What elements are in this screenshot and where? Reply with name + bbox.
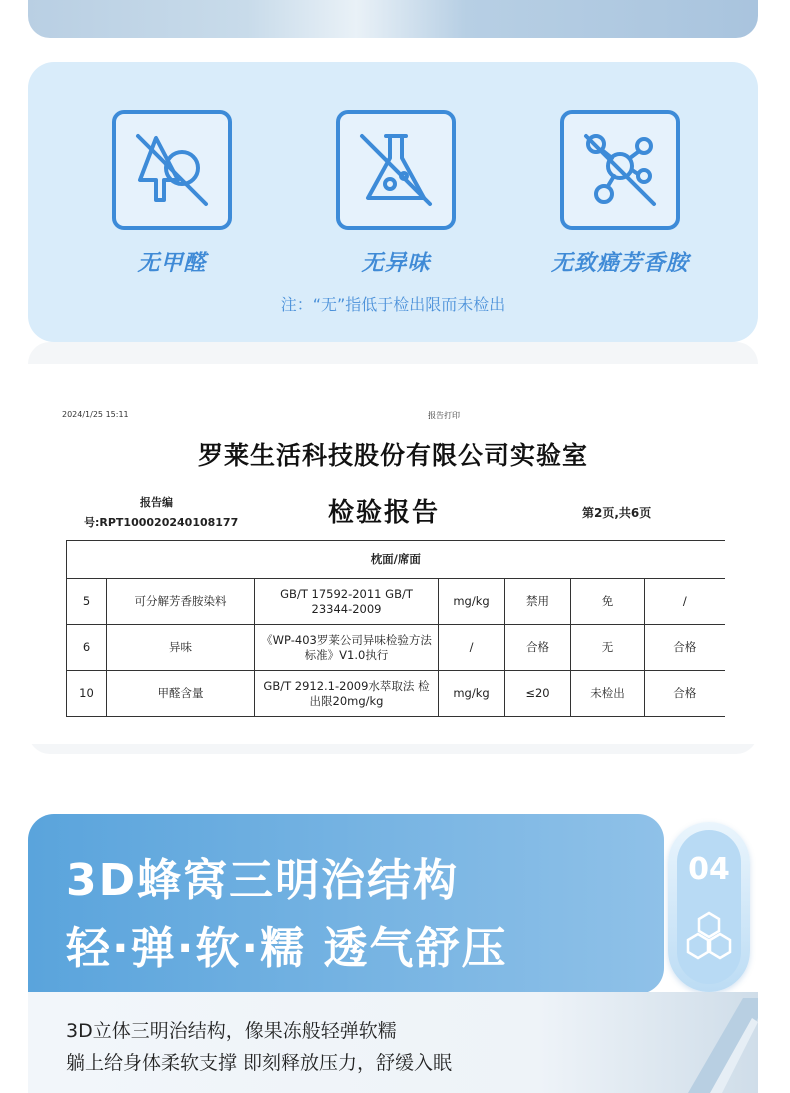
cell-requirement: 合格 (505, 625, 571, 671)
no-formaldehyde-icon (112, 110, 232, 230)
cell-result: 未检出 (571, 671, 645, 717)
honeycomb-icon (682, 910, 736, 964)
report-title: 检验报告 (327, 498, 440, 528)
feature-title-line2: 轻·弹·软·糯 透气舒压 (66, 923, 508, 974)
feature-banner (28, 814, 664, 994)
table-row (67, 579, 725, 625)
feature-title-line1: 3D蜂窝三明治结构 (66, 855, 460, 906)
feature-desc-line2: 躺上给身体柔软支撑 即刻释放压力，舒缓入眠 (66, 1052, 453, 1074)
cell-verdict: 合格 (645, 625, 725, 671)
cell-item: 甲醛含量 (107, 671, 255, 717)
cell-method: 《WP-403罗莱公司异味检验方法标准》V1.0执行 (255, 625, 439, 671)
badge-label: 无甲醛 (137, 251, 207, 276)
cell-item: 可分解芳香胺染料 (107, 579, 255, 625)
feature-description (28, 992, 758, 1093)
table-row (67, 625, 725, 671)
cell-requirement: 禁用 (505, 579, 571, 625)
cell-result: 无 (571, 625, 645, 671)
table-section-title: 枕面/席面 (67, 541, 725, 579)
report-number: 号:RPT100020240108177 (84, 516, 239, 529)
top-product-image-fragment (28, 0, 758, 38)
report-number-label: 报告编 (140, 496, 173, 509)
certification-badges-panel (28, 62, 758, 342)
report-lab-name: 罗莱生活科技股份有限公司实验室 (197, 441, 588, 470)
fabric-image (648, 998, 758, 1093)
badge-footnote: 注：“无”指低于检出限而未检出 (280, 295, 506, 314)
no-aromatic-amine-icon (560, 110, 680, 230)
table-row (67, 671, 725, 717)
cell-method: GB/T 17592-2011 GB/T 23344-2009 (255, 579, 439, 625)
badge-no-formaldehyde (112, 110, 232, 277)
report-document (28, 364, 758, 744)
feature-desc-line1: 3D立体三明治结构，像果冻般轻弹软糯 (66, 1020, 397, 1042)
badge-label: 无致癌芳香胺 (550, 251, 689, 276)
cell-verdict: 合格 (645, 671, 725, 717)
report-table (66, 540, 725, 717)
no-odor-flask-icon (336, 110, 456, 230)
section-number-badge (668, 822, 750, 992)
badge-no-odor (336, 110, 456, 277)
cell-unit: mg/kg (439, 579, 505, 625)
cell-item: 异味 (107, 625, 255, 671)
table-section-header (67, 541, 725, 579)
cell-no: 10 (67, 671, 107, 717)
report-date: 2024/1/25 15:11 (62, 410, 129, 419)
badge-no-aromatic-amine (550, 110, 689, 277)
section-number: 04 (688, 852, 730, 887)
cell-result: 免 (571, 579, 645, 625)
cell-unit: / (439, 625, 505, 671)
report-print-label: 报告打印 (428, 411, 460, 420)
cell-verdict: / (645, 579, 725, 625)
cell-method: GB/T 2912.1-2009水萃取法 检出限20mg/kg (255, 671, 439, 717)
cell-no: 6 (67, 625, 107, 671)
cell-no: 5 (67, 579, 107, 625)
test-report-card (28, 342, 758, 754)
cell-unit: mg/kg (439, 671, 505, 717)
report-page-count: 第2页,共6页 (582, 506, 652, 520)
cell-requirement: ≤20 (505, 671, 571, 717)
badge-label: 无异味 (361, 251, 431, 276)
